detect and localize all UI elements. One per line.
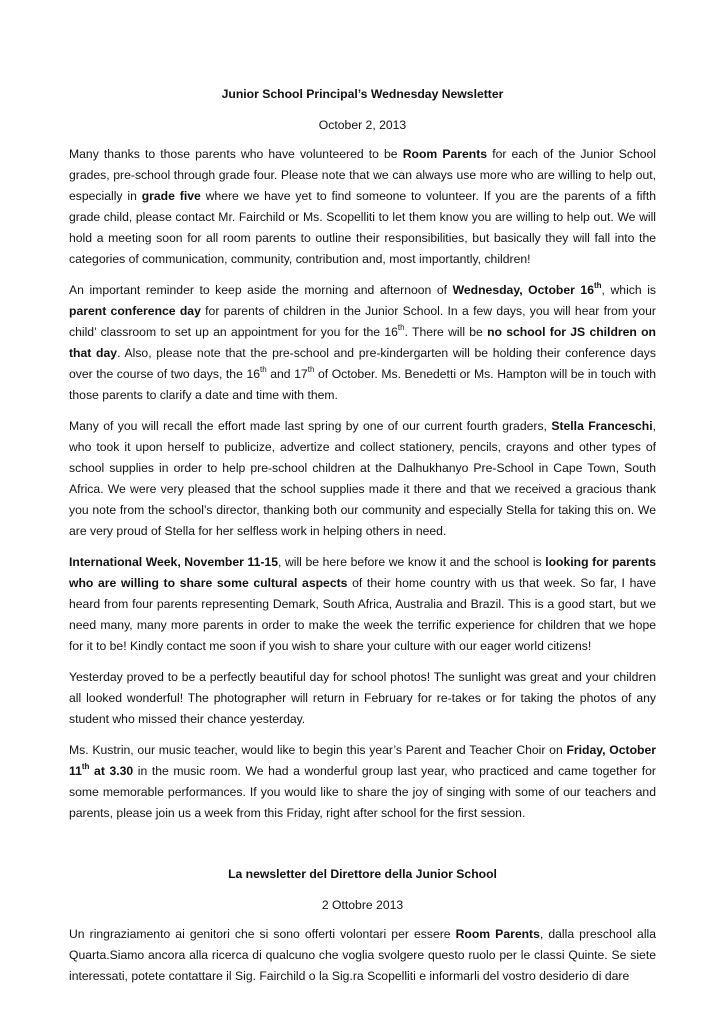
italian-date: 2 Ottobre 2013 [321,898,404,912]
text: . There will be [404,325,488,339]
text: Un ringraziamento ai genitori che si sono offerti volontari per essere [69,927,456,941]
text: and 17 [266,367,308,381]
bold-text: grade five [141,189,201,203]
text: of October. Ms. Benedetti or Ms. Hampton will be in touch with those parents to clarify a date and time with them. [69,367,656,402]
english-paragraph-room-parents [69,144,656,270]
text: An important reminder to keep aside the morning and afternoon of [69,283,453,297]
bold-text: International Week, November 11-15 [69,555,278,569]
superscript: th [307,364,315,374]
english-paragraph-choir [69,740,656,824]
superscript: th [593,280,602,290]
text: , will be here before we know it and the school is [277,555,546,569]
bold-text: Friday, October 11 [69,743,657,778]
section-gap [69,834,656,864]
text: in the music room. We had a wonderful group last year, who practiced and came together for some memorable performances. If you would like to share the joy of singing with some of our teachers and parents, please join us a week from this Friday, right after school for the first session. [69,764,656,820]
superscript: th [260,364,267,374]
text: Many thanks to those parents who have volunteered to be [69,147,403,161]
text: of their home country with us that week. So far, I have heard from four parents representing Demark, South Africa, Australia and Brazil. This is a good start, but we need many, many more parents in order to make the week the terrific experience for children that we hope for it to be! Kindly contact me soon if you wish to share your culture with our eager world citizens! [69,576,657,653]
english-title: Junior School Principal’s Wednesday Newsletter [221,87,504,101]
bold-text: Room Parents [455,927,540,941]
text: Yesterday proved to be a perfectly beautiful day for school photos! The sunlight was great and your children all looked wonderful! The photographer will return in February for re-takes or for taking the photos of any student who missed their chance yesterday. [69,670,656,726]
bold-text: Wednesday, October 16 [452,283,594,297]
newsletter-content [69,84,656,997]
text: for parents of children in the Junior School. In a few days, you will hear from your child’ classroom to set up an appointment for you for the 16 [69,304,656,339]
text: , who took it upon herself to publicize, advertize and collect stationery, pencils, crayons and other types of school supplies in order to help pre-school children at the Dalhukhanyo Pre-School in Cape Town, South Africa. We were very pleased that the school supplies made it there and that we received a gracious thank you note from the school’s director, thanking both our community and especially Stella for taking this on. We are very proud of Stella for her selfless work in helping others in need. [69,419,656,538]
english-paragraph-international-week [69,552,656,657]
italian-paragraph-room-parents [69,924,656,987]
bold-text: Stella Franceschi [551,419,653,433]
text: Many of you will recall the effort made last spring by one of our current fourth graders, [69,419,552,433]
english-date: October 2, 2013 [318,118,407,132]
text: . Also, please note that the pre-school and pre-kindergarten will be holding their conference days over the course of two days, the 16 [69,346,656,381]
english-paragraph-school-photos [69,667,656,730]
bold-text: looking for parents who are willing to share some cultural aspects [69,555,656,590]
bold-text: no school for JS children on that day [69,325,656,360]
superscript: th [81,761,90,771]
english-paragraph-stella [69,416,656,542]
bold-text: at 3.30 [89,764,134,778]
text: where we have yet to find someone to volunteer. If you are the parents of a fifth grade child, please contact Mr. Fairchild or Ms. Scopelliti to let them know you are willing to help out. We will hold a meeting soon for all room parents to outline their responsibilities, but basically they will fall into the categories of communication, community, contribution and, most importantly, children! [69,189,656,266]
superscript: th [397,322,405,332]
text: Ms. Kustrin, our music teacher, would like to begin this year’s Parent and Teacher Choir on [69,743,567,757]
italian-title: La newsletter del Direttore della Junior School [228,867,497,881]
bold-text: parent conference day [69,304,201,318]
text: , which is [601,283,657,297]
bold-text: Room Parents [402,147,488,161]
english-paragraph-conference-day [69,280,656,406]
text: for each of the Junior School grades, pre-school through grade four. Please note that we can always use more who are willing to help out, especially in [69,147,656,203]
text: , dalla preschool alla Quarta.Siamo ancora alla ricerca di qualcuno che voglia svolgere questo ruolo per le classi Quinte. Se siete interessati, potete contattare il Sig. Fairchild o la Sig.ra Scopelliti e informarli del vostro desiderio di dare [69,927,657,983]
